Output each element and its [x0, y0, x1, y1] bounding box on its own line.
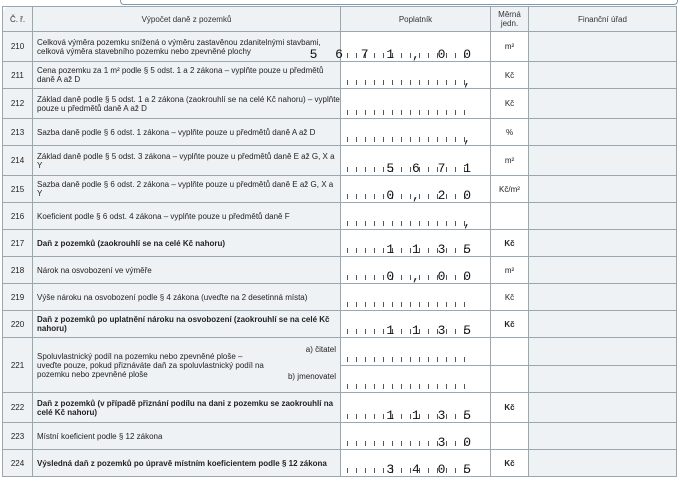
row-description: Sazba daně podle § 6 odst. 2 zákona – vyplňte pouze u předmětů daně E až G, X a Y	[33, 176, 341, 203]
table-row	[3, 146, 677, 176]
unit: %	[491, 119, 529, 146]
row-description: Celková výměra pozemku snížená o výměru zastavěnou zdanitelnými stavbami, celková výměra stavebního pozemku nebo zpevněné plochy	[33, 32, 341, 62]
tax-office-field	[529, 257, 677, 284]
payer-value-field[interactable]	[341, 450, 491, 477]
row-description: Sazba daně podle § 6 odst. 1 zákona – vyplňte pouze u předmětů daně A až D	[33, 119, 341, 146]
denominator-label: b) jmenovatel	[287, 372, 336, 381]
payer-value-field[interactable]	[341, 393, 491, 423]
payer-value: 5 6 7 1 , 0 0	[309, 47, 476, 62]
unit: Kč	[491, 62, 529, 89]
row-number: 214	[3, 146, 33, 176]
row-description: Daň z pozemků (zaokrouhlí se na celé Kč nahoru)	[33, 230, 341, 257]
header-row-number: Č. ř.	[3, 7, 33, 32]
unit	[491, 423, 529, 450]
payer-value-field[interactable]	[341, 230, 491, 257]
unit: Kč	[491, 393, 529, 423]
table-row	[3, 257, 677, 284]
row-number: 224	[3, 450, 33, 477]
payer-value-field[interactable]	[341, 284, 491, 311]
table-row	[3, 423, 677, 450]
unit: Kč	[491, 230, 529, 257]
table-row	[3, 203, 677, 230]
row-description: Místní koeficient podle § 12 zákona	[33, 423, 341, 450]
table-row	[3, 393, 677, 423]
header-tax-office: Finanční úřad	[529, 7, 677, 32]
header-unit: Měrná jedn.	[491, 7, 529, 32]
row-description: Cena pozemku za 1 m² podle § 5 odst. 1 a 2 zákona – vyplňte pouze u předmětů daně A až D	[33, 62, 341, 89]
tax-office-field	[529, 230, 677, 257]
table-row	[3, 284, 677, 311]
tax-office-field	[529, 338, 677, 393]
table-row	[3, 230, 677, 257]
tax-office-field	[529, 311, 677, 338]
tax-office-field	[529, 393, 677, 423]
unit: Kč	[491, 284, 529, 311]
payer-value-field[interactable]	[341, 119, 491, 146]
payer-value: 3 4 0 5	[386, 462, 476, 477]
row-number: 211	[3, 62, 33, 89]
denominator-digit-boxes	[347, 383, 476, 389]
row-number: 223	[3, 423, 33, 450]
table-row	[3, 176, 677, 203]
payer-value-field[interactable]	[341, 311, 491, 338]
payer-value-field[interactable]	[341, 203, 491, 230]
row-description: Základ daně podle § 5 odst. 3 zákona – vyplňte pouze u předmětů daně E až G, X a Y	[33, 146, 341, 176]
table-row	[3, 32, 677, 62]
table-row	[3, 311, 677, 338]
numerator-digit-boxes	[347, 356, 476, 362]
share-value-fields[interactable]	[341, 338, 491, 393]
tax-office-field	[529, 89, 677, 119]
row-description: Koeficient podle § 6 odst. 4 zákona – vyplňte pouze u předmětů daně F	[33, 203, 341, 230]
table-row-share	[3, 338, 677, 393]
unit: Kč	[491, 450, 529, 477]
digit-boxes	[347, 301, 476, 307]
row-number: 222	[3, 393, 33, 423]
unit	[491, 338, 529, 393]
row-number: 219	[3, 284, 33, 311]
tax-form	[2, 0, 676, 496]
unit: m²	[491, 32, 529, 62]
numerator-label: a) čitatel	[305, 345, 336, 354]
row-description: Daň z pozemků (v případě přiznání podílu na dani z pozemku se zaokrouhlí na celé Kč nahoru)	[33, 393, 341, 423]
payer-value: 3 0	[437, 435, 476, 450]
row-number: 213	[3, 119, 33, 146]
payer-value: 0 , 2 0	[386, 188, 476, 203]
tax-office-field	[529, 450, 677, 477]
row-number: 220	[3, 311, 33, 338]
payer-value-field[interactable]	[309, 32, 491, 62]
payer-value: 1 1 3 5	[386, 323, 476, 338]
payer-value: 5 6 7 1	[386, 161, 476, 176]
unit: m²	[491, 257, 529, 284]
header-payer: Poplatník	[341, 7, 491, 32]
row-number: 212	[3, 89, 33, 119]
unit: Kč/m²	[491, 176, 529, 203]
row-description: Daň z pozemků po uplatnění nároku na osvobození (zaokrouhlí se na celé Kč nahoru)	[33, 311, 341, 338]
header-calculation: Výpočet daně z pozemků	[33, 7, 341, 32]
payer-value-field[interactable]	[341, 62, 491, 89]
row-description: Základ daně podle § 5 odst. 1 a 2 zákona (zaokrouhlí se na celé Kč nahoru) – vyplňte pouze u předmětů daně A až D	[33, 89, 341, 119]
unit: Kč	[491, 89, 529, 119]
table-row	[3, 450, 677, 477]
tax-office-field	[529, 32, 677, 62]
tax-office-field	[529, 284, 677, 311]
table-row	[3, 89, 677, 119]
row-description: Výše nároku na osvobození podle § 4 zákona (uveďte na 2 desetinná místa)	[33, 284, 341, 311]
row-description: Nárok na osvobození ve výměře	[33, 257, 341, 284]
row-description	[33, 338, 341, 393]
tax-office-field	[529, 423, 677, 450]
digit-boxes	[347, 109, 476, 115]
payer-value: ,	[463, 74, 476, 89]
payer-value: 1 1 3 5	[386, 242, 476, 257]
top-section-edge	[120, 0, 678, 5]
digit-boxes	[347, 74, 476, 89]
tax-office-field	[529, 176, 677, 203]
payer-value: 1 1 3 5	[386, 408, 476, 423]
row-number: 218	[3, 257, 33, 284]
row-number: 215	[3, 176, 33, 203]
row-number: 217	[3, 230, 33, 257]
payer-value-field[interactable]	[341, 176, 491, 203]
row-number: 216	[3, 203, 33, 230]
tax-office-field	[529, 62, 677, 89]
unit: Kč	[491, 311, 529, 338]
tax-office-field	[529, 119, 677, 146]
row-description: Výsledná daň z pozemků po úpravě místním koeficientem podle § 12 zákona	[33, 450, 341, 477]
table-row	[3, 62, 677, 89]
digit-boxes	[347, 131, 476, 146]
table-row	[3, 119, 677, 146]
payer-value: 0 , 0 0	[386, 269, 476, 284]
row-number: 221	[3, 338, 33, 393]
payer-value-field[interactable]	[341, 89, 491, 119]
digit-boxes	[347, 215, 476, 230]
payer-value: ,	[463, 131, 476, 146]
payer-value-field[interactable]	[341, 423, 491, 450]
unit	[491, 203, 529, 230]
payer-value-field[interactable]	[341, 257, 491, 284]
unit: m²	[491, 146, 529, 176]
payer-value: ,	[463, 215, 476, 230]
tax-office-field	[529, 203, 677, 230]
land-tax-table	[2, 6, 677, 477]
payer-value-field[interactable]	[341, 146, 491, 176]
share-description: Spoluvlastnický podíl na pozemku nebo zpevněné ploše – uveďte pouze, pokud přiznáváte daň za spoluvlastnický podíl na pozemku nebo zpevněné ploše	[37, 351, 264, 379]
tax-office-field	[529, 146, 677, 176]
row-number: 210	[3, 32, 33, 62]
